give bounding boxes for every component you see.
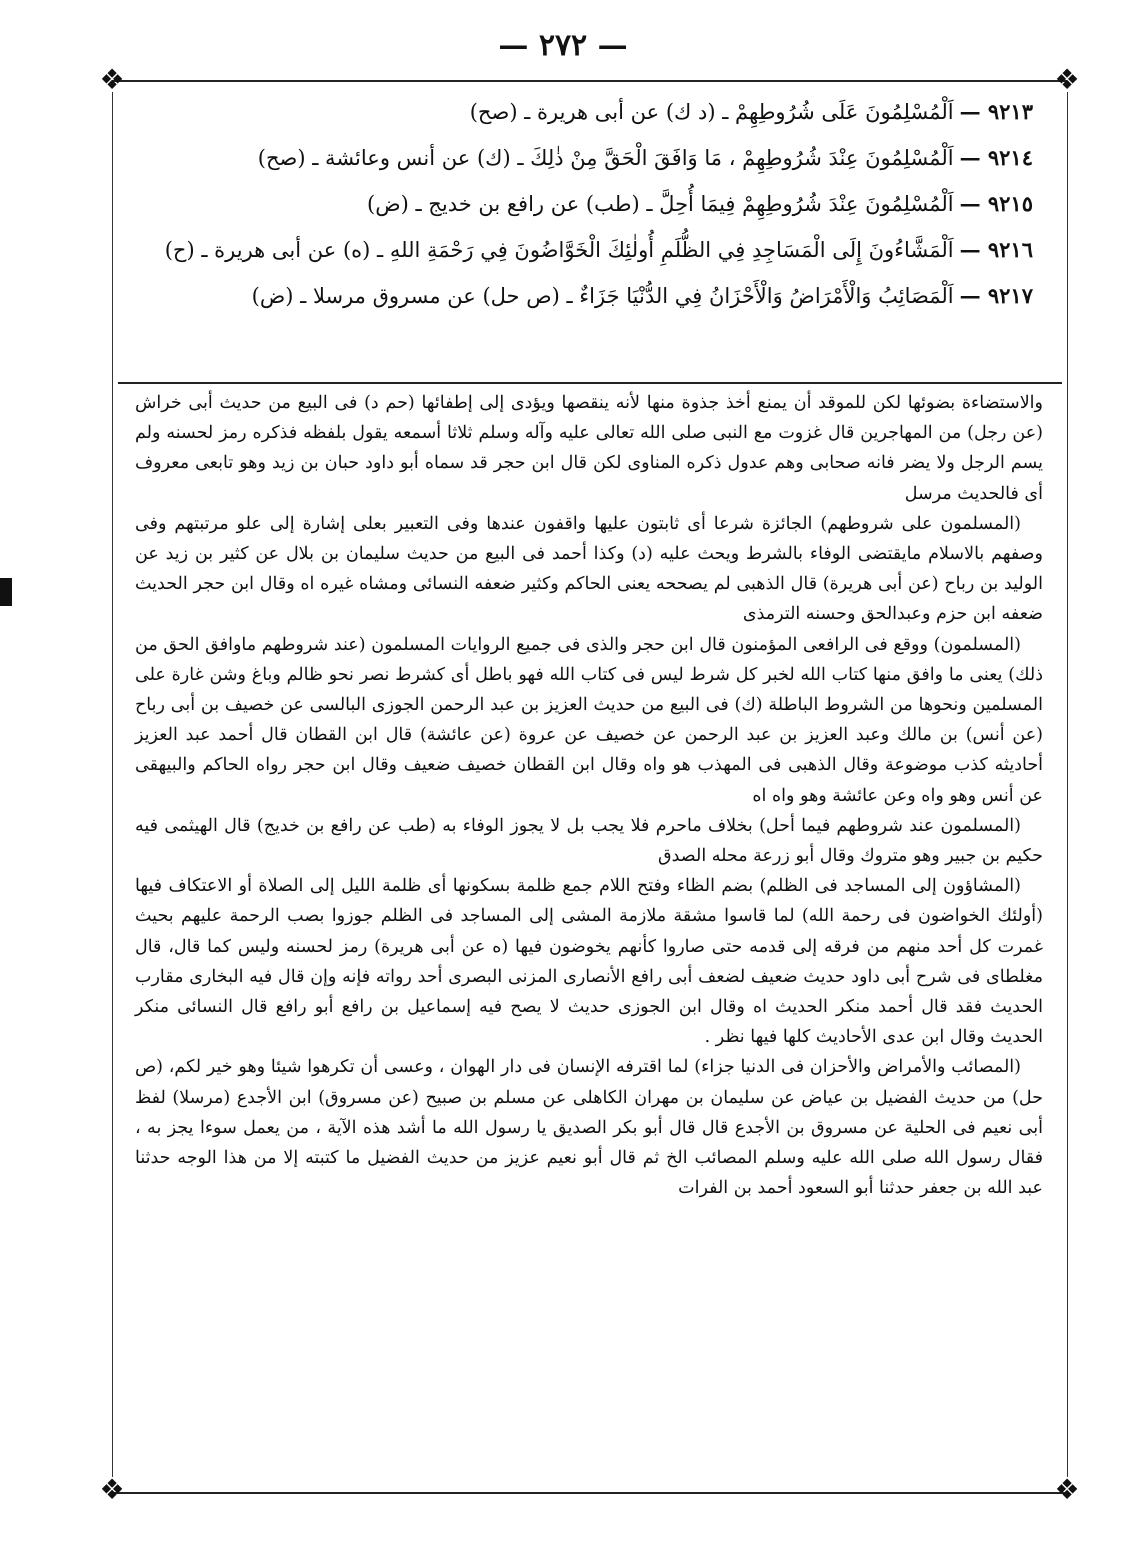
hadith-entry: [135, 228, 1043, 274]
hadith-text: اَلْمُسْلِمُونَ عِنْدَ شُرُوطِهِمْ ، مَا وَافَقَ الْحَقَّ مِنْ ذٰلِكَ ـ (ك) عن أنس وعائشة ـ (صح): [257, 146, 954, 170]
hadith-entry: [135, 136, 1043, 182]
section-divider: [118, 382, 1062, 384]
corner-ornament-icon: ❖: [99, 63, 125, 96]
hadith-list: [135, 90, 1043, 320]
hadith-entry: [135, 274, 1043, 320]
commentary-paragraph: (المسلمون) ووقع فى الرافعى المؤمنون قال ابن حجر والذى فى جميع الروايات المسلمون (عند شروطهم ماوافق الحق من ذلك) يعنى ما وافق منها كتاب الله لخبر كل شرط ليس فى كتاب الله فهو باطل أى كشرط نصر نحو ظالم وباغ وشن غارة على المسلمين ونحوها من الشروط الباطلة (ك) فى البيع من حديث العزيز بن عبد الرحمن الجوزى البالسى عن خصيف بن أبى رباح (عن أنس) بن مالك وعبد العزيز بن عبد الرحمن عن خصيف عن عروة (عن عائشة) قال ابن القطان قال أحمد عبد العزيز أحاديثه كذب موضوعة وقال الذهبى فى المهذب هو واه وقال ابن القطان خصيف ضعيف وقال ابن حجر رواه الحاكم والبيهقى عن أنس وهو واه وعن عائشة وهو واه اه: [135, 634, 1043, 806]
corner-ornament-icon: ❖: [1054, 63, 1080, 96]
hadith-text: اَلْمُسْلِمُونَ عِنْدَ شُرُوطِهِمْ فِيمَا أُحِلَّ ـ (طب) عن رافع بن خديج ـ (ض): [367, 192, 954, 216]
hadith-number: ٩٢١٧ —: [959, 283, 1033, 308]
commentary-paragraph: (المسلمون على شروطهم) الجائزة شرعا أى ثابتون عليها واقفون عندها وفى التعبير بعلى إشارة إلى علو مرتبتهم وفى وصفهم بالاسلام مايقتضى الوفاء بالشرط ويحث عليه (د) وكذا أحمد فى البيع من حديث سليمان بن بلال عن كثير بن زيد عن الوليد بن رباح (عن أبى هريرة) قال الذهبى لم يصححه يعنى الحاكم وكثير ضعفه النسائى ومشاه غيره اه وقال ابن حجر الحديث ضعفه ابن حزم وعبدالحق وحسنه الترمذى: [135, 513, 1043, 625]
corner-ornament-icon: ❖: [99, 1473, 125, 1506]
commentary-paragraph: (المصائب والأمراض والأحزان فى الدنيا جزاء) لما اقترفه الإنسان فى دار الهوان ، وعسى أن تكرهوا شيئا وهو خير لكم، (ص حل) من حديث الفضيل بن عياض عن سليمان بن مهران الكاهلى عن مسلم بن صبيح (عن مسروق) ابن الأجدع (مرسلا) لفظ أبى نعيم فى الحلية عن مسروق بن الأجدع قال قال أبو بكر الصديق يا رسول الله ما أشد هذه الآية ، من يعمل سوءا يجز به ، فقال رسول الله صلى الله عليه وسلم المصائب الخ ثم قال أبو نعيم عزيز من حديث الفضيل ما كتبته إلا من هذا الوجه حدثنا عبد الله بن جعفر حدثنا أبو السعود أحمد بن الفرات: [135, 1057, 1043, 1199]
commentary-paragraph: والاستضاءة بضوئها لكن للموقد أن يمنع أخذ جذوة منها لأنه ينقصها ويؤدى إلى إطفائها (حم د) فى البيع من حديث أبى خراش (عن رجل) من المهاجرين قال غزوت مع النبى صلى الله تعالى عليه وآله وسلم ثلاثا أسمعه يقول بلفظه فذكره رمز لحسنه ولم يسم الرجل ولا يضر فانه صحابى وهم عدول ذكره المناوى لكن قال ابن حجر قد سماه أبو داود حبان بن زيد وهو تابعى معروف أى فالحديث مرسل: [135, 393, 1043, 504]
page-number: — ٢٧٢ —: [498, 28, 628, 63]
scan-margin-mark: [0, 578, 12, 606]
commentary-paragraph: (المشاؤون إلى المساجد فى الظلم) بضم الظاء وفتح اللام جمع ظلمة بسكونها أى ظلمة الليل إلى الصلاة أو الاعتكاف فيها (أولئك الخواضون فى رحمة الله) لما قاسوا مشقة ملازمة المشى إلى المساجد فى الظلم جوزوا بصب الرحمة عليهم بحيث غمرت كل أحد منهم من فرقه إلى قدمه حتى صاروا كأنهم يخوضون فيها (ه عن أبى هريرة) رمز لحسنه وليس كما قال، قال مغلطاى فى شرح أبى داود حديث ضعيف لضعف أبى رافع الأنصارى المزنى البصرى أحد رواته فإنه وإن قال فيه البخارى مقارب الحديث فقد قال أحمد منكر الحديث اه وقال ابن الجوزى حديث لا يصح فيه إسماعيل بن رافع أبو رافع قال النسائى منكر الحديث وقال ابن عدى الأحاديث كلها فيها نظر .: [135, 876, 1043, 1048]
hadith-number: ٩٢١٦ —: [959, 237, 1033, 262]
hadith-number: ٩٢١٥ —: [959, 191, 1033, 216]
commentary-paragraph: (المسلمون عند شروطهم فيما أحل) بخلاف ماحرم فلا يجب بل لا يجوز الوفاء به (طب عن رافع بن خديج) قال الهيثمى فيه حكيم بن جبير وهو متروك وقال أبو زرعة محله الصدق: [135, 815, 1043, 867]
hadith-text: اَلْمَشَّاءُونَ إِلَى الْمَسَاجِدِ فِي الظُّلَمِ أُولٰئِكَ الْخَوَّاضُونَ فِي رَحْمَةِ اللهِ ـ (ه) عن أبى هريرة ـ (ح): [164, 238, 954, 262]
hadith-number: ٩٢١٣ —: [959, 99, 1033, 124]
corner-ornament-icon: ❖: [1054, 1473, 1080, 1506]
commentary-section: [135, 388, 1043, 1203]
hadith-text: اَلْمَصَائِبُ وَالْأَمْرَاضُ وَالْأَحْزَانُ فِي الدُّنْيَا جَزَاءٌ ـ (ص حل) عن مسروق مرسلا ـ (ض): [251, 284, 954, 308]
hadith-number: ٩٢١٤ —: [959, 145, 1033, 170]
hadith-section: [135, 90, 1043, 320]
hadith-entry: [135, 182, 1043, 228]
hadith-text: اَلْمُسْلِمُونَ عَلَى شُرُوطِهِمْ ـ (د ك) عن أبى هريرة ـ (صح): [469, 100, 954, 124]
frame-left-border: [112, 92, 113, 1477]
hadith-entry: [135, 90, 1043, 136]
frame-right-border: [1067, 92, 1068, 1477]
